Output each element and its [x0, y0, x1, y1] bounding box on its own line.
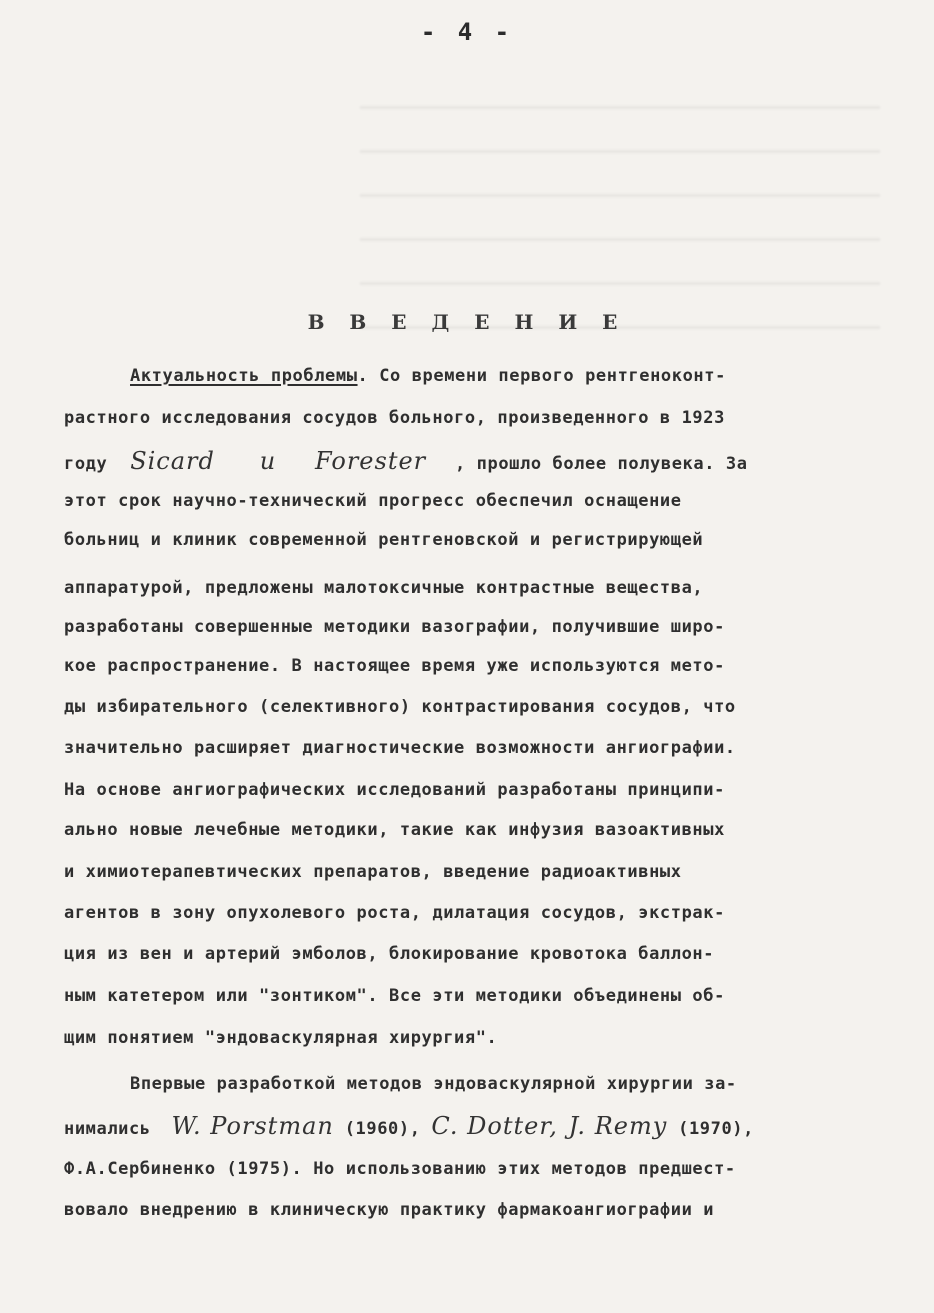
section-heading: Актуальность проблемы: [130, 366, 358, 386]
text-fragment: нимались: [64, 1119, 151, 1139]
text-fragment: (1960),: [344, 1119, 421, 1139]
handwritten-author: C. Dotter: [431, 1112, 550, 1140]
text-line: больниц и клиник современной рентгеновской и регистрирующей: [64, 530, 704, 550]
text-line: Ф.А.Сербиненко (1975). Но использованию этих методов предшест-: [64, 1159, 736, 1179]
handwritten-author: W. Porstman: [171, 1112, 334, 1140]
page-number: - 4 -: [420, 18, 514, 46]
text-line: этот срок научно-технический прогресс обеспечил оснащение: [64, 491, 682, 511]
handwritten-author: Forester: [315, 447, 427, 475]
text-line: щим понятием "эндоваскулярная хирургия".: [64, 1028, 498, 1048]
handwritten-separator: ,: [549, 1112, 558, 1140]
page-title: В В Е Д Е Н И Е: [307, 310, 627, 334]
handwritten-author: Sicard: [130, 447, 215, 475]
text-fragment: году: [64, 454, 108, 474]
text-line: вовало внедрению в клиническую практику фармакоангиографии и: [64, 1200, 715, 1220]
text-fragment: , прошло более полувека. За: [455, 454, 748, 474]
text-line: ция из вен и артерий эмболов, блокирование кровотока баллон-: [64, 944, 715, 964]
text-line: ды избирательного (селективного) контрастирования сосудов, что: [64, 697, 736, 717]
text-line: разработаны совершенные методики вазографии, получившие широ-: [64, 617, 725, 637]
text-line: На основе ангиографических исследований разработаны принципи-: [64, 780, 725, 800]
handwritten-conjunction: и: [259, 447, 277, 475]
text-line: [64, 447, 748, 475]
text-fragment: (1970),: [678, 1119, 754, 1139]
text-line: [64, 1112, 754, 1140]
text-line: кое распространение. В настоящее время уже используются мето-: [64, 656, 725, 676]
handwritten-author: J. Remy: [568, 1112, 668, 1140]
text-line: [130, 366, 726, 386]
text-line: аппаратурой, предложены малотоксичные контрастные вещества,: [64, 578, 704, 598]
text-line: и химиотерапевтических препаратов, введение радиоактивных: [64, 862, 682, 882]
text-line: агентов в зону опухолевого роста, дилатация сосудов, экстрак-: [64, 903, 725, 923]
text-line: ально новые лечебные методики, такие как инфузия вазоактивных: [64, 820, 725, 840]
text-line: растного исследования сосудов больного, произведенного в 1923: [64, 408, 725, 428]
text-fragment: . Со времени первого рентгеноконт-: [357, 366, 726, 386]
text-line: значительно расширяет диагностические возможности ангиографии.: [64, 738, 736, 758]
text-line: Впервые разработкой методов эндоваскулярной хирургии за-: [130, 1074, 737, 1094]
text-line: ным катетером или "зонтиком". Все эти методики объединены об-: [64, 986, 725, 1006]
bleed-through-shadow: [360, 80, 880, 340]
